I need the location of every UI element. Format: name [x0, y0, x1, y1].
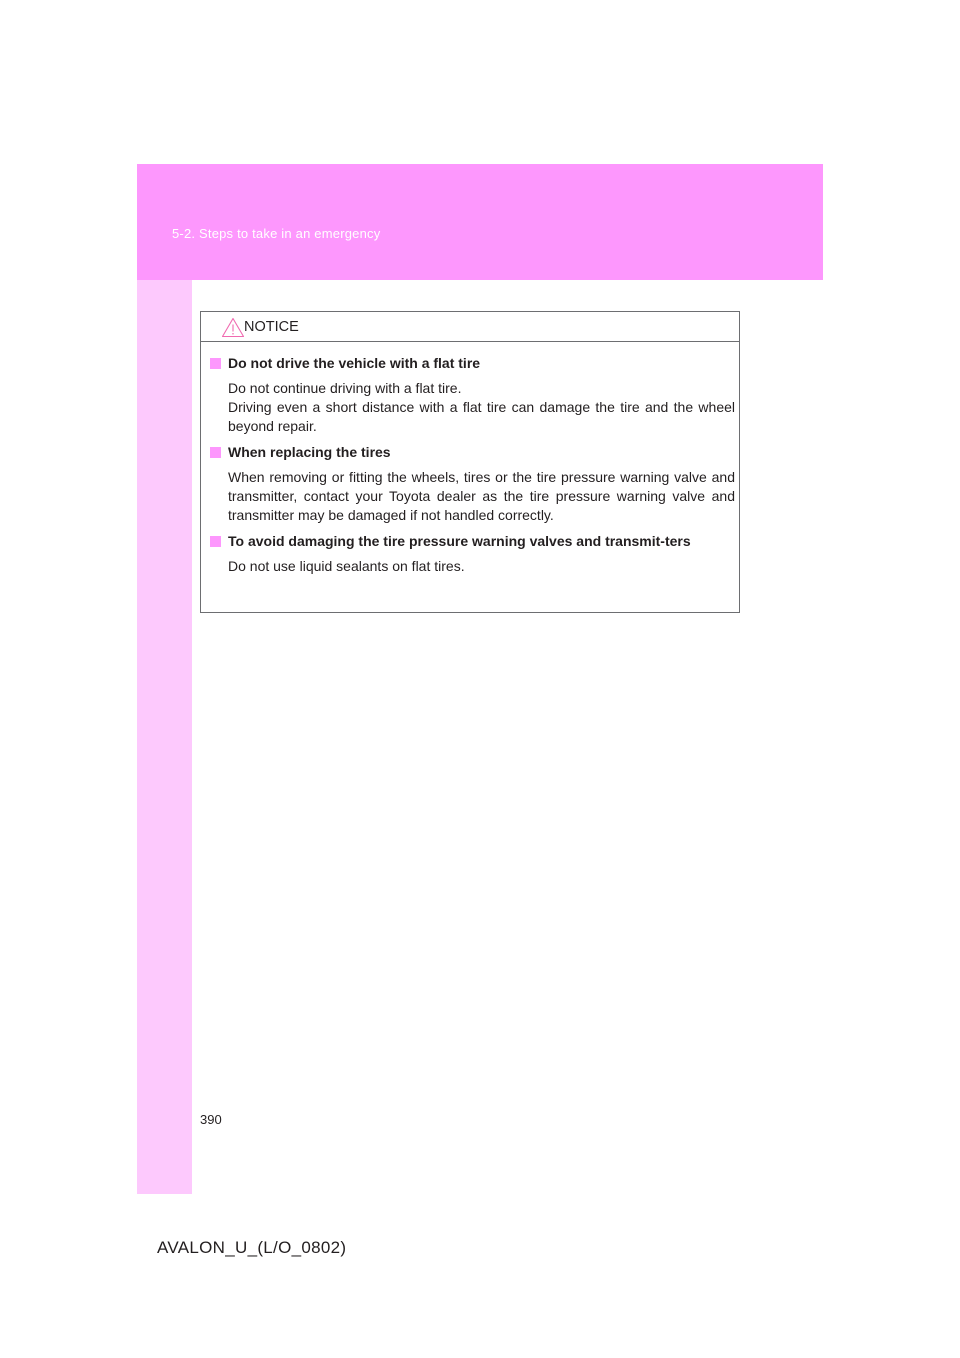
side-margin-strip — [137, 280, 192, 1194]
notice-item-text: Driving even a short distance with a flat tire can damage the tire and the wheel beyond repair. — [228, 399, 735, 434]
notice-item — [210, 532, 735, 576]
header-band — [137, 164, 823, 280]
notice-item-heading: Do not drive the vehicle with a flat tire — [228, 355, 481, 371]
notice-item-text: Do not continue driving with a flat tire. — [228, 380, 462, 396]
notice-title-row — [201, 312, 739, 342]
footer-document-code: AVALON_U_(L/O_0802) — [157, 1238, 347, 1257]
notice-item-heading: To avoid damaging the tire pressure warning valves and transmit-ters — [228, 533, 691, 549]
notice-item-heading: When replacing the tires — [228, 444, 391, 460]
notice-title: NOTICE — [244, 319, 299, 335]
notice-item — [210, 354, 735, 436]
square-bullet-icon — [210, 358, 221, 369]
notice-item-text: When removing or fitting the wheels, tires or the tire pressure warning valve and transmitter, contact your Toyota dealer as the tire pressure warning valve and transmitter may be damaged if not handled correctly. — [228, 469, 735, 523]
notice-item — [210, 443, 735, 525]
square-bullet-icon — [210, 536, 221, 547]
section-header: 5-2. Steps to take in an emergency — [172, 226, 381, 241]
notice-item-text: Do not use liquid sealants on flat tires. — [228, 558, 465, 574]
square-bullet-icon — [210, 447, 221, 458]
notice-box — [200, 311, 740, 613]
notice-body — [210, 354, 735, 583]
page-number: 390 — [200, 1112, 222, 1127]
warning-triangle-icon — [221, 317, 245, 338]
